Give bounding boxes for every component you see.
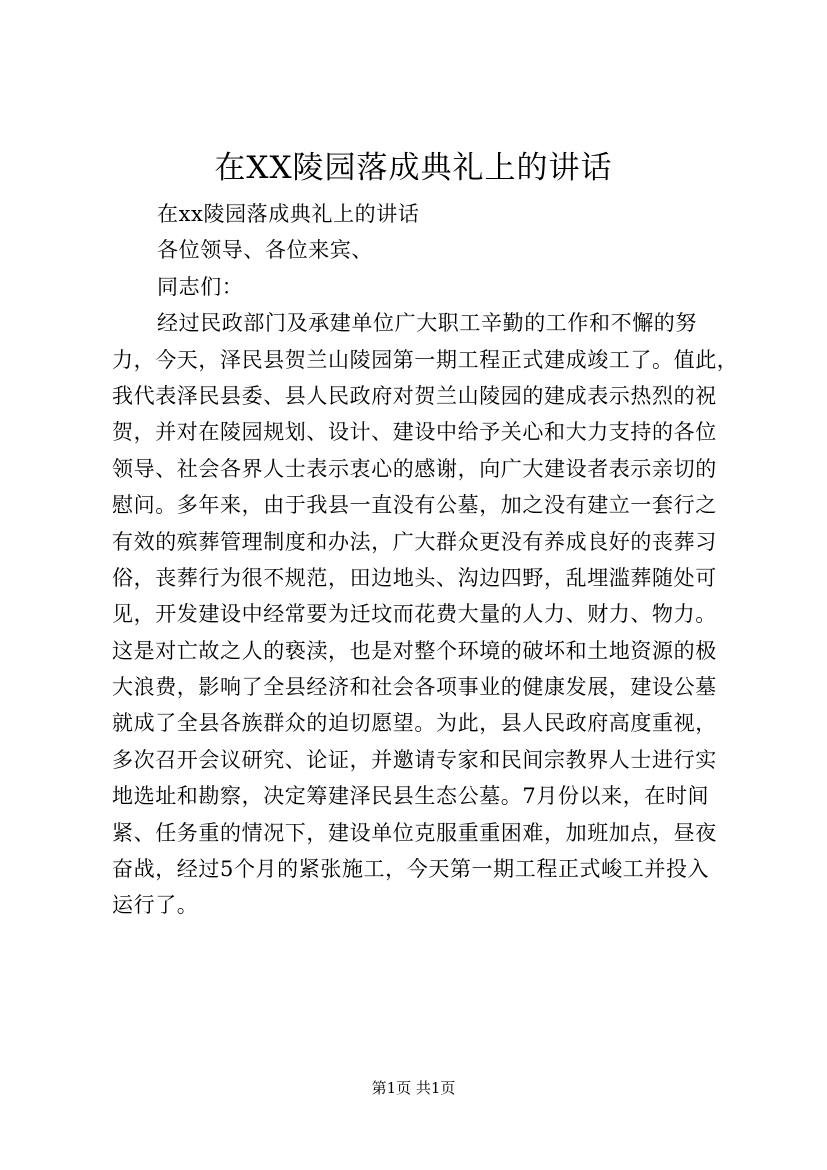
body-line: 多次召开会议研究、论证，并邀请专家和民间宗教界人士进行实 [112, 747, 717, 772]
body-line: 有效的殡葬管理制度和办法，广大群众更没有养成良好的丧葬习 [112, 529, 717, 554]
body-line: 就成了全县各族群众的迫切愿望。为此，县人民政府高度重视， [112, 711, 717, 736]
body-line: 在xx陵园落成典礼上的讲话 [157, 202, 420, 226]
document-body [112, 196, 752, 924]
body-line: 各位领导、各位来宾、 [157, 238, 373, 263]
document-title: 在XX陵园落成典礼上的讲话 [214, 150, 613, 186]
body-line: 大浪费，影响了全县经济和社会各项事业的健康发展，建设公墓 [112, 675, 717, 700]
body-line: 力，今天，泽民县贺兰山陵园第一期工程正式建成竣工了。值此， [112, 347, 739, 372]
body-line: 见，开发建设中经常要为迁坟而花费大量的人力、财力、物力。 [112, 602, 717, 627]
body-line: 这是对亡故之人的亵渎，也是对整个环境的破坏和土地资源的极 [112, 638, 717, 663]
body-line: 俗，丧葬行为很不规范，田边地头、沟边四野，乱埋滥葬随处可 [112, 565, 717, 590]
page-number-footer: 第1页 共1页 [371, 1079, 456, 1097]
body-line: 运行了。 [112, 893, 199, 918]
body-line: 奋战，经过5个月的紧张施工，今天第一期工程正式峻工并投入 [112, 857, 710, 882]
body-line: 经过民政部门及承建单位广大职工辛勤的工作和不懈的努 [157, 311, 697, 336]
body-line: 紧、任务重的情况下，建设单位克服重重困难，加班加点，昼夜 [112, 820, 717, 845]
body-line: 同志们： [157, 274, 244, 299]
body-line: 地选址和勘察，决定筹建泽民县生态公墓。7月份以来，在时间 [112, 784, 710, 809]
body-line: 慰问。多年来，由于我县一直没有公墓，加之没有建立一套行之 [112, 493, 717, 518]
body-line: 领导、社会各界人士表示衷心的感谢，向广大建设者表示亲切的 [112, 456, 717, 481]
body-line: 我代表泽民县委、县人民政府对贺兰山陵园的建成表示热烈的祝 [112, 383, 717, 408]
body-line: 贺，并对在陵园规划、设计、建设中给予关心和大力支持的各位 [112, 420, 717, 445]
